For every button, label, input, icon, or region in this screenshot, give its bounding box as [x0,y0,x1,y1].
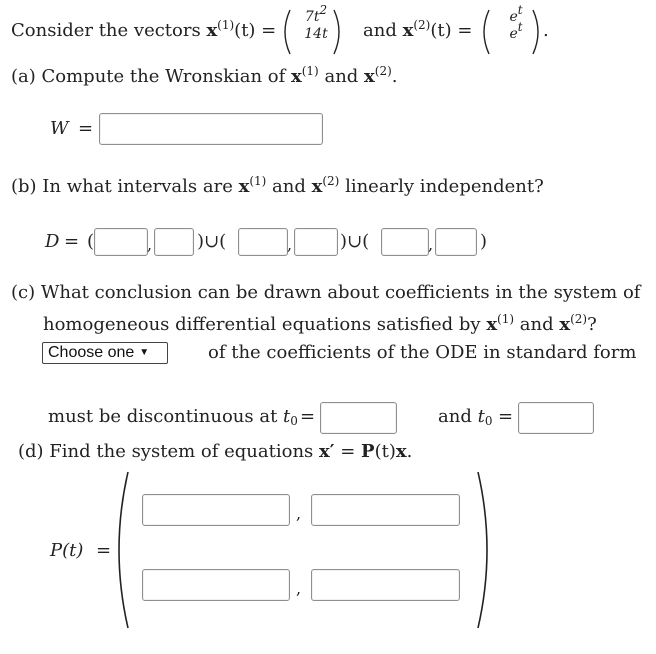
and-t0-text: and [438,406,478,427]
x-prime: x′ [319,441,335,462]
part-c-sup2: (2) [570,312,588,326]
part-b-tail: linearly independent? [339,176,544,197]
and-text: and [363,20,403,41]
x1-top-entry: 7t [304,9,320,25]
interval1-start-input[interactable] [94,228,148,256]
part-a-sup2: (2) [374,64,392,78]
x1-superscript: (1) [217,18,235,32]
x2-vector [496,3,536,43]
p21-input[interactable] [142,569,290,601]
interval3-start-input[interactable] [381,228,429,256]
wronskian-label: W [50,118,69,139]
t-argument-2: (t) = [430,20,473,41]
p12-input[interactable] [311,494,460,526]
domain-equals: = [64,231,80,252]
part-d-text: (d) Find the system of equations [18,441,319,462]
x2-bottom-exponent: t [517,20,523,34]
interval3-end-input[interactable] [435,228,477,256]
part-a-text: (a) Compute the Wronskian of [11,66,291,87]
t0-equals-2: = [498,406,514,427]
intro-second-vector-label [363,18,473,41]
part-b-sup1: (1) [249,174,267,188]
part-c-line2 [43,312,597,335]
part-c-sup1: (1) [497,312,515,326]
and-t0-label [438,408,492,426]
part-c-x2: x [559,314,571,335]
chevron-down-icon: ▼ [139,347,150,358]
part-c-and: and [514,314,560,335]
x1-symbol: x [206,20,218,41]
intro-line [11,18,277,41]
interval1-end-input[interactable] [154,228,194,256]
t0-equals-1: = [300,406,316,427]
intro-period: . [543,20,549,41]
discontinuity-line [48,408,298,426]
domain-label: D [45,231,60,252]
part-b-and: and [266,176,312,197]
part-d-heading [18,443,412,461]
part-a-x1: x [291,66,302,87]
part-c-line1: (c) What conclusion can be drawn about coefficients in the system of [11,282,641,303]
part-d-x: x [395,441,407,462]
part-d-equals: = [334,441,362,462]
x2-superscript: (2) [413,18,431,32]
part-c-question-mark: ? [587,314,597,335]
x1-top-exponent: 2 [319,3,328,17]
t0-symbol-2: t [477,406,485,427]
row1-comma: , [296,504,302,523]
part-c-line2-text: homogeneous differential equations satisfied by [43,314,487,335]
t0-subscript: 0 [290,414,298,428]
p22-input[interactable] [311,569,460,601]
part-c-line3: of the coefficients of the ODE in standard form [208,342,637,363]
part-a-and: and [318,66,365,87]
part-b-text: (b) In what intervals are [11,176,239,197]
x2-top-exponent: t [517,3,523,17]
part-a-sup1: (1) [301,64,319,78]
interval2-end-input[interactable] [294,228,338,256]
wronskian-input[interactable] [99,113,323,145]
row2-comma: , [296,579,302,598]
part-b-sup2: (2) [322,174,340,188]
p11-input[interactable] [142,494,290,526]
part-c-x1: x [486,314,498,335]
discontinuity-text: must be discontinuous at [48,406,284,427]
part-d-targ: (t) [374,441,396,462]
t0-input-2[interactable] [518,402,594,434]
t0-subscript-2: 0 [484,414,493,428]
part-a-period: . [391,66,398,87]
x1-bottom-entry: 14t [304,26,328,42]
t0-input-1[interactable] [320,402,397,434]
part-d-period: . [406,441,413,462]
x2-bottom-entry: e [509,26,518,42]
interval3-comma: , [428,235,434,254]
union-2: )∪( [340,231,370,252]
intro-text: Consider the vectors [11,20,207,41]
t-argument: (t) = [234,20,277,41]
part-a-x2: x [364,66,375,87]
conclusion-dropdown[interactable] [42,342,168,364]
t0-symbol: t [283,406,291,427]
part-b-x2: x [311,176,323,197]
part-b-heading [11,174,544,197]
interval1-comma: , [147,235,153,254]
interval1-open-paren: ( [87,231,95,252]
x2-symbol: x [402,20,414,41]
interval2-start-input[interactable] [238,228,288,256]
part-b-x1: x [238,176,250,197]
x1-vector [296,3,336,43]
interval3-close-paren: ) [480,231,488,252]
p-matrix-equals: = [96,540,112,561]
union-1: )∪( [197,231,227,252]
interval2-comma: , [287,235,293,254]
p-symbol: P [361,441,375,462]
wronskian-equals: = [78,118,94,139]
p-matrix-label: P(t) [50,540,84,561]
part-a-heading [11,64,398,87]
x2-top-entry: e [509,9,518,25]
dropdown-selected-value: Choose one [48,344,135,361]
